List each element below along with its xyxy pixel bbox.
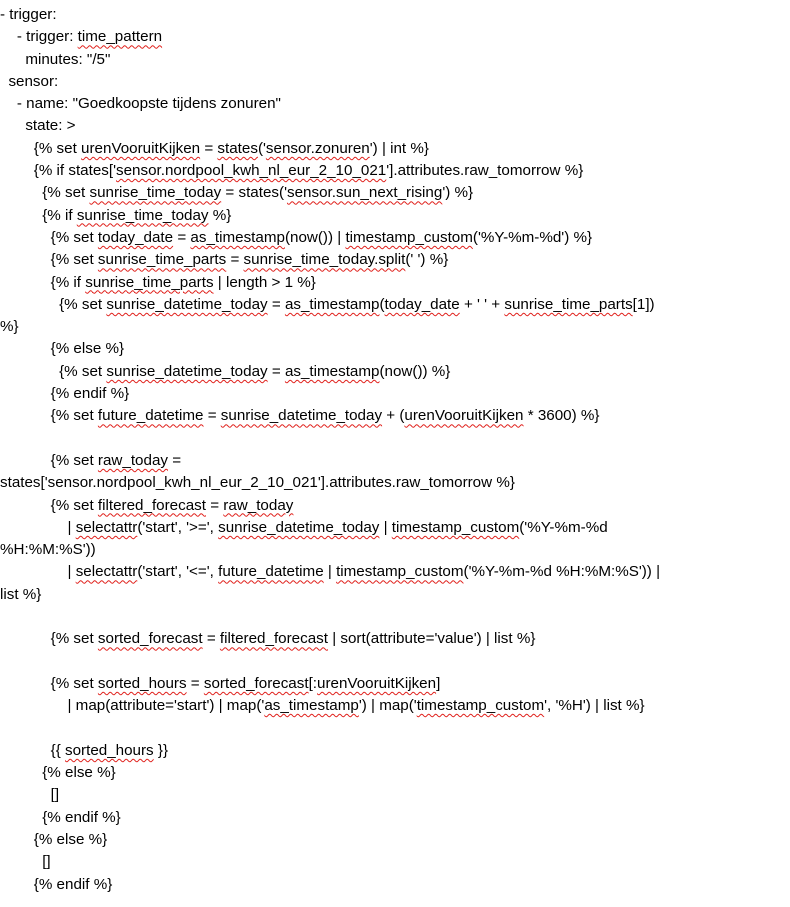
text-run: ', '%H') | list %}	[544, 697, 645, 715]
text-run: ('	[257, 139, 266, 157]
text-run: (now()) %}	[379, 362, 451, 380]
document-body	[0, 4, 790, 896]
text-line	[0, 539, 790, 561]
spellcheck-flagged-word: sunrise_datetime_today	[106, 295, 268, 313]
spellcheck-flagged-word: today_date	[97, 228, 174, 246]
spellcheck-flagged-word: urenVooruitKijken	[317, 674, 437, 692]
text-run: ('start', '>=',	[137, 518, 219, 536]
text-run: {% set	[0, 295, 107, 313]
text-run: {% set	[0, 139, 82, 157]
text-run: %H:%M:%S'))	[0, 541, 96, 559]
text-line	[0, 584, 790, 606]
text-run: {% set	[0, 496, 98, 514]
spellcheck-flagged-word: timestamp_custom	[416, 697, 545, 715]
text-run: {% endif %}	[0, 385, 130, 403]
text-run: + (	[382, 407, 405, 425]
text-run: {% if states['	[0, 162, 117, 180]
text-run: sensor:	[0, 72, 59, 90]
spellcheck-flagged-word: as_timestamp	[284, 362, 380, 380]
text-run: {% endif %}	[0, 875, 113, 893]
text-run: }}	[153, 741, 169, 759]
text-line	[0, 182, 790, 204]
text-line	[0, 651, 790, 673]
text-run: - trigger:	[0, 6, 57, 23]
text-run: =	[173, 228, 191, 246]
text-run: {% set	[0, 407, 98, 425]
text-run: * 3600) %}	[523, 407, 600, 425]
text-run: ') | map('	[358, 697, 417, 715]
text-run: (	[379, 295, 385, 313]
text-line	[0, 628, 790, 650]
text-run: | map(attribute='start') | map('	[0, 697, 265, 715]
spellcheck-flagged-word: sorted_forecast	[97, 630, 203, 648]
text-run: {% else %}	[0, 340, 125, 358]
spellcheck-flagged-word: selectattr	[75, 563, 138, 581]
spellcheck-flagged-word: sensor.nordpool_kwh_nl_eur_2_10_021	[116, 162, 387, 180]
text-run: =	[202, 630, 220, 648]
text-line	[0, 740, 790, 762]
text-line	[0, 495, 790, 517]
text-line	[0, 49, 790, 71]
spellcheck-flagged-word: sunrise_time_parts	[97, 251, 227, 269]
text-run: {% set	[0, 184, 90, 202]
text-run: =	[226, 251, 244, 269]
text-run: minutes: "/5"	[0, 50, 111, 68]
spellcheck-flagged-word: raw_today	[97, 451, 168, 469]
text-run: %}	[0, 318, 19, 336]
text-line	[0, 71, 790, 93]
text-run: - trigger:	[0, 28, 78, 46]
text-line	[0, 160, 790, 182]
text-line	[0, 115, 790, 137]
spellcheck-flagged-word: states	[217, 139, 258, 157]
text-line	[0, 718, 790, 740]
text-line	[0, 361, 790, 383]
text-line	[0, 874, 790, 896]
text-run: {% else %}	[0, 764, 116, 782]
text-line	[0, 26, 790, 48]
text-run: =	[267, 295, 285, 313]
spellcheck-flagged-word: future_datetime	[218, 563, 324, 581]
text-run: =	[186, 674, 204, 692]
spellcheck-flagged-word: sunrise_time_today.split	[243, 251, 406, 269]
text-run: list %}	[0, 585, 42, 603]
spellcheck-flagged-word: timestamp_custom	[336, 563, 464, 581]
text-line	[0, 762, 790, 784]
text-run: |	[0, 518, 76, 536]
spellcheck-flagged-word: sensor.zonuren	[265, 139, 370, 157]
spellcheck-flagged-word: filtered_forecast	[219, 630, 328, 648]
text-run: {% set	[0, 451, 98, 469]
text-run: ]	[436, 674, 441, 692]
text-run: | length > 1 %}	[213, 273, 316, 291]
text-line	[0, 472, 790, 494]
text-run: ') | int %}	[369, 139, 429, 157]
text-run: {% else %}	[0, 830, 108, 848]
text-run: = states('	[221, 184, 287, 202]
text-run: {{	[0, 741, 65, 759]
spellcheck-flagged-word: sunrise_time_parts	[85, 273, 214, 291]
text-run: ('%Y-%m-%d	[519, 518, 608, 536]
text-line	[0, 450, 790, 472]
spellcheck-flagged-word: sensor.sun_next_rising	[286, 184, 443, 202]
text-run: []	[0, 853, 51, 871]
text-line	[0, 673, 790, 695]
spellcheck-flagged-word: as_timestamp	[190, 228, 285, 246]
text-run: | sort(attribute='value') | list %}	[327, 630, 536, 648]
text-run: ('%Y-%m-%d') %}	[472, 228, 593, 246]
text-line	[0, 138, 790, 160]
text-run: {% set	[0, 228, 98, 246]
text-line	[0, 851, 790, 873]
text-run: =	[205, 496, 224, 514]
text-run: state: >	[0, 117, 76, 135]
text-run: {% set	[0, 362, 107, 380]
text-run: ('%Y-%m-%d %H:%M:%S')) |	[463, 563, 661, 581]
text-run: =	[267, 362, 285, 380]
text-run: ('start', '<=',	[137, 563, 219, 581]
text-line	[0, 249, 790, 271]
text-run: ') %}	[442, 184, 474, 202]
text-run: + ' ' +	[459, 295, 505, 313]
text-run: [1])	[632, 295, 655, 313]
text-run: =	[168, 451, 182, 469]
text-run: |	[0, 563, 76, 581]
text-run: (' ') %}	[405, 251, 449, 269]
text-line	[0, 338, 790, 360]
text-line	[0, 205, 790, 227]
text-line	[0, 807, 790, 829]
spellcheck-flagged-word: selectattr	[75, 518, 138, 536]
text-run: {% set	[0, 251, 98, 269]
text-line	[0, 4, 790, 26]
text-line	[0, 784, 790, 806]
spellcheck-flagged-word: sunrise_time_parts	[504, 295, 633, 313]
text-line	[0, 517, 790, 539]
spellcheck-flagged-word: raw_today	[223, 496, 294, 514]
spellcheck-flagged-word: sorted_hours	[65, 741, 154, 759]
spellcheck-flagged-word: urenVooruitKijken	[404, 407, 524, 425]
spellcheck-flagged-word: as_timestamp	[284, 295, 380, 313]
text-line	[0, 829, 790, 851]
text-line	[0, 383, 790, 405]
text-run: {% set	[0, 630, 98, 648]
spellcheck-flagged-word: sorted_hours	[97, 674, 187, 692]
text-run: %}	[208, 206, 232, 224]
spellcheck-flagged-word: time_pattern	[77, 28, 163, 46]
text-run: {% if	[0, 273, 86, 291]
spellcheck-flagged-word: urenVooruitKijken	[81, 139, 201, 157]
spellcheck-flagged-word: sunrise_datetime_today	[218, 518, 380, 536]
text-line	[0, 606, 790, 628]
text-run: - name: "Goedkoopste tijdens zonuren"	[0, 95, 281, 113]
spellcheck-flagged-word: filtered_forecast	[97, 496, 206, 514]
text-run: |	[379, 518, 392, 536]
text-line	[0, 227, 790, 249]
text-line	[0, 316, 790, 338]
text-line	[0, 695, 790, 717]
spellcheck-flagged-word: timestamp_custom	[345, 228, 473, 246]
spellcheck-flagged-word: timestamp_custom	[391, 518, 520, 536]
text-line	[0, 93, 790, 115]
text-run: [:	[308, 674, 318, 692]
text-run: states['sensor.nordpool_kwh_nl_eur_2_10_021'].attributes.raw_tomorrow %}	[0, 474, 515, 492]
text-line	[0, 272, 790, 294]
spellcheck-flagged-word: sunrise_datetime_today	[106, 362, 268, 380]
text-run: (now()) |	[284, 228, 346, 246]
spellcheck-flagged-word: sunrise_datetime_today	[220, 407, 383, 425]
text-run: {% set	[0, 674, 98, 692]
spellcheck-flagged-word: sunrise_time_today	[89, 184, 222, 202]
spellcheck-flagged-word: today_date	[384, 295, 460, 313]
text-run: =	[200, 139, 218, 157]
text-run: {% endif %}	[0, 808, 121, 826]
text-line	[0, 428, 790, 450]
text-run: '].attributes.raw_tomorrow %}	[386, 162, 584, 180]
spellcheck-flagged-word: sorted_forecast	[203, 674, 309, 692]
text-run: []	[0, 786, 60, 804]
text-run: {% if	[0, 206, 77, 224]
text-line	[0, 405, 790, 427]
spellcheck-flagged-word: as_timestamp	[264, 697, 359, 715]
text-line	[0, 561, 790, 583]
text-run: |	[323, 563, 337, 581]
spellcheck-flagged-word: sunrise_time_today	[76, 206, 209, 224]
text-line	[0, 294, 790, 316]
spellcheck-flagged-word: future_datetime	[97, 407, 204, 425]
text-run: =	[203, 407, 221, 425]
